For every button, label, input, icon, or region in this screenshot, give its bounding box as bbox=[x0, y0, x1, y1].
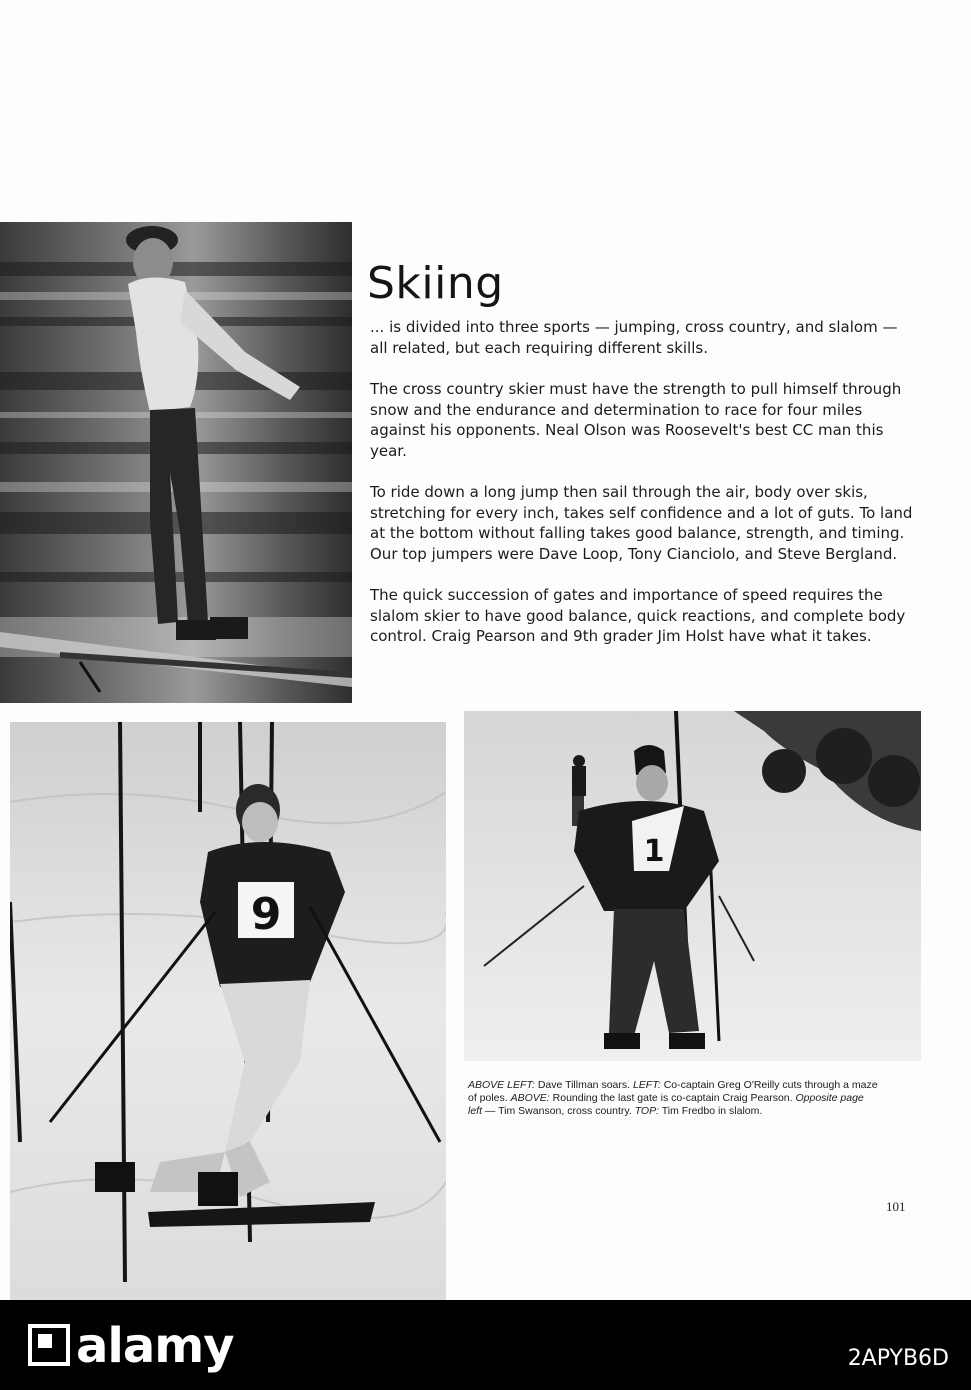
stock-image-id: 2APYB6D bbox=[847, 1346, 949, 1371]
caption-label-above: ABOVE: bbox=[510, 1092, 550, 1104]
caption-label-top: TOP: bbox=[634, 1105, 660, 1117]
paragraph-cross-country: The cross country skier must have the strength to pull himself through snow and the endurance and determination to race for four miles against his opponents. Neal Olson was Roosevelt's best CC man this year. bbox=[370, 380, 902, 460]
caption-text-above: Rounding the last gate is co-captain Craig Pearson. bbox=[549, 1092, 796, 1104]
caption-text-left: Co-captain Greg O'Reilly cuts through a maze of poles. bbox=[468, 1079, 878, 1104]
caption-text-opposite: — Tim Swanson, cross country. bbox=[482, 1105, 635, 1117]
photo-skier-soaring bbox=[0, 222, 352, 703]
photo-skier-soaring-graphic bbox=[0, 222, 352, 703]
caption-label-left: LEFT: bbox=[632, 1079, 661, 1091]
paragraph-jumping: To ride down a long jump then sail through the air, body over skis, stretching for every inch, takes self confidence and a lot of guts. To land at the bottom without falling takes good balance, strength, and timing. Our top jumpers were Dave Loop, Tony Cianciolo, and Steve Bergland. bbox=[370, 483, 913, 563]
article-title: Skiing bbox=[367, 258, 504, 309]
photo-slalom-skier-poles bbox=[10, 722, 446, 1300]
bib-number-1: 1 bbox=[643, 834, 665, 869]
caption-label-opposite: Opposite page left bbox=[468, 1092, 864, 1117]
photo-caption bbox=[468, 1079, 880, 1118]
photo-skier-rounding-gate bbox=[464, 711, 921, 1061]
photo-slalom-skier-poles-graphic bbox=[10, 722, 446, 1300]
stock-logo bbox=[28, 1318, 234, 1374]
caption-label-above-left: ABOVE LEFT: bbox=[468, 1079, 535, 1091]
stock-logo-text: alamy bbox=[76, 1318, 234, 1374]
paragraph-slalom: The quick succession of gates and importance of speed requires the slalom skier to have good balance, quick reactions, and complete body control. Craig Pearson and 9th grader Jim Holst have what it takes. bbox=[370, 586, 906, 645]
bib-number-9: 9 bbox=[250, 889, 282, 940]
stock-logo-mark-icon bbox=[28, 1324, 70, 1366]
page-number: 101 bbox=[886, 1199, 906, 1214]
photo-skier-rounding-gate-graphic bbox=[464, 711, 921, 1061]
paragraph-intro: ... is divided into three sports — jumping, cross country, and slalom — all related, but each requiring different skills. bbox=[370, 318, 898, 357]
stock-watermark-bar bbox=[0, 1300, 971, 1390]
caption-text-top: Tim Fredbo in slalom. bbox=[659, 1105, 763, 1117]
caption-text-above-left: Dave Tillman soars. bbox=[534, 1079, 633, 1091]
article-body bbox=[370, 317, 918, 668]
